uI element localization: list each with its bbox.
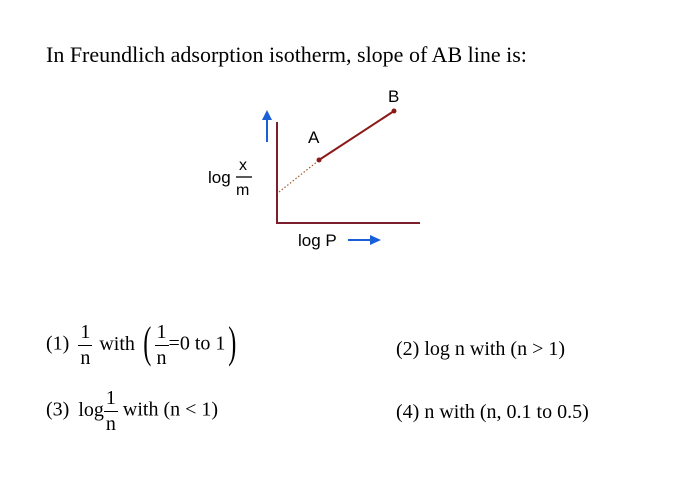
option-1-inner-frac-den: n [156,347,167,369]
ab-line [319,111,394,160]
point-b-label: B [388,87,400,106]
option-2[interactable]: (2) log n with (n > 1) [396,338,566,360]
option-1-inner-fraction [155,322,169,368]
option-1-frac-den: n [80,347,91,369]
option-1-inner-frac-num: 1 [155,322,169,346]
point-a-dot [317,158,322,163]
point-a-label: A [308,128,320,147]
dotted-extension [279,161,318,192]
option-1-close-paren: ) [228,318,237,367]
option-1-frac-num: 1 [78,322,92,346]
option-1-range: =0 to 1 [168,332,226,355]
option-1-number: (1) [46,332,70,355]
option-3-fraction [104,388,118,434]
option-3-frac-den: n [105,413,116,435]
option-1-with: with [99,332,135,355]
option-3-condition: with (n < 1) [122,398,219,421]
option-3[interactable] [46,388,218,434]
point-b-dot [392,109,397,114]
option-1[interactable] [46,318,240,369]
y-label-m: m [236,182,250,199]
question-text: In Freundlich adsorption isotherm, slope of AB line is: [46,42,527,67]
option-1-fraction [78,322,92,368]
y-label-x: x [239,157,247,174]
x-arrow-head [370,235,381,245]
x-label: log P [298,231,337,250]
option-1-open-paren: ( [143,318,152,367]
option-3-log: log [78,398,104,421]
option-3-frac-num: 1 [104,388,118,412]
option-3-number: (3) [46,398,70,421]
y-label-log: log [208,168,231,187]
option-4[interactable]: (4) n with (n, 0.1 to 0.5) [396,401,589,423]
y-arrow-head [262,110,272,120]
